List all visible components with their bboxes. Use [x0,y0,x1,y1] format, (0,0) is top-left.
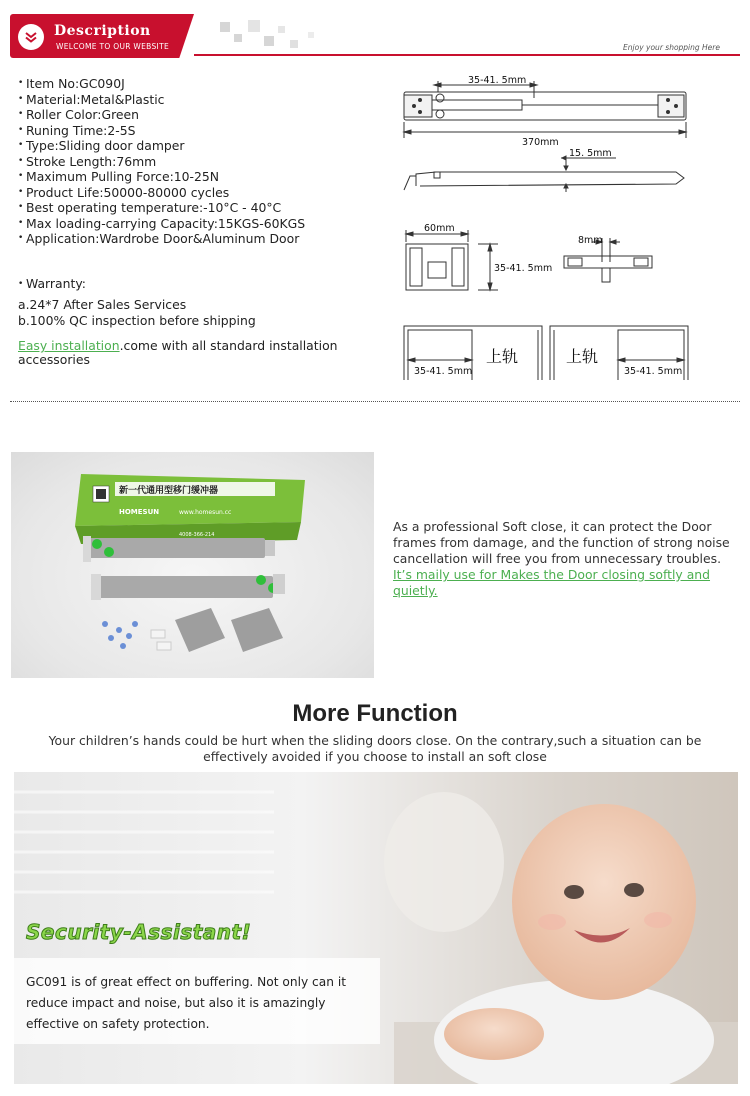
more-function-title: More Function [292,700,458,727]
installation-text: .come with all standard installation accessories [18,338,338,367]
banner-pattern [248,20,260,32]
technical-drawing [396,72,696,392]
highlight-link[interactable]: It’s maily use for Makes the Door closing softly and quietly. [393,567,711,598]
box-title: 新一代通用型移门缓冲器 [119,486,219,496]
product-photo [11,452,374,678]
box-site: www.homesun.cc [179,509,232,516]
security-assistant-label: Security-Assistant! [26,920,252,944]
banner-pattern [234,34,242,42]
banner-pattern [308,32,314,38]
spec-item: • Max loading-carrying Capacity:15KGS-60KGS [18,216,378,232]
spec-item: • Stroke Length:76mm [18,154,378,170]
dim-height-label: 15. 5mm [569,148,612,159]
installation-note [18,339,368,367]
spec-item: • Product Life:50000-80000 cycles [18,185,378,201]
warranty-heading: • Warranty: [18,276,256,292]
spec-item: • Item No:GC090J [18,76,378,92]
spec-item: • Type:Sliding door damper [18,138,378,154]
banner-pattern [220,22,230,32]
spec-item: • Best operating temperature:-10°C - 40°C [18,200,378,216]
dim-top-label: 35-41. 5mm [468,75,527,86]
dim-width-label: 60mm [424,223,455,234]
rail-right-dim-label: 35-41. 5mm [624,366,683,377]
box-brand: HOMESUN [119,508,160,516]
warranty-section [18,276,256,329]
warranty-item: a.24*7 After Sales Services [18,297,187,312]
spec-list [18,76,378,247]
banner-title: Description [54,23,151,39]
spec-item: • Roller Color:Green [18,107,378,123]
spec-item: • Material:Metal&Plastic [18,92,378,108]
safety-description: GC091 is of great effect on buffering. Not only can it reduce impact and noise, but also it is amazingly effective on safety protection. [26,975,346,1031]
banner-subtitle: WELCOME TO OUR WEBSITE [56,42,169,51]
dim-length-label: 370mm [522,137,559,148]
banner-pattern [290,40,298,48]
banner-pattern [264,36,274,46]
banner-pattern [278,26,285,33]
warranty-item: b.100% QC inspection before shipping [18,313,256,328]
dim-side-label: 35-41. 5mm [494,263,553,274]
more-function-subtitle: Your children’s hands could be hurt when the sliding doors close. On the contrary,such a situation can be effectively avoided if you choose to install an soft close [48,733,702,764]
easy-installation-link[interactable]: Easy installation [18,338,120,353]
rail-left-dim-label: 35-41. 5mm [414,366,473,377]
spec-item: • Runing Time:2-5S [18,123,378,139]
box-phone: 4008-366-214 [179,532,215,538]
spec-item: • Maximum Pulling Force:10-25N [18,169,378,185]
top-view-drawing [404,81,686,138]
chevron-down-icon [18,24,44,50]
bracket-view-drawing [406,230,498,290]
banner-tagline: Enjoy your shopping Here [623,43,720,52]
description-banner [10,14,740,58]
rail-right-label: 上轨 [566,347,599,366]
spec-item: • Application:Wardrobe Door&Aluminum Door [18,231,378,247]
rail-left-label: 上轨 [486,347,519,366]
dim-small-label: 8mm [578,235,603,246]
description-text: As a professional Soft close, it can protect the Door frames from damage, and the function of strong noise cancellation will free you from unnecessary troubles. [393,519,730,566]
baby-photo [14,772,738,1084]
banner-rule [194,54,740,56]
product-illustration [11,452,374,678]
product-description [393,519,733,599]
section-divider [10,401,740,402]
side-view-drawing [404,156,684,192]
